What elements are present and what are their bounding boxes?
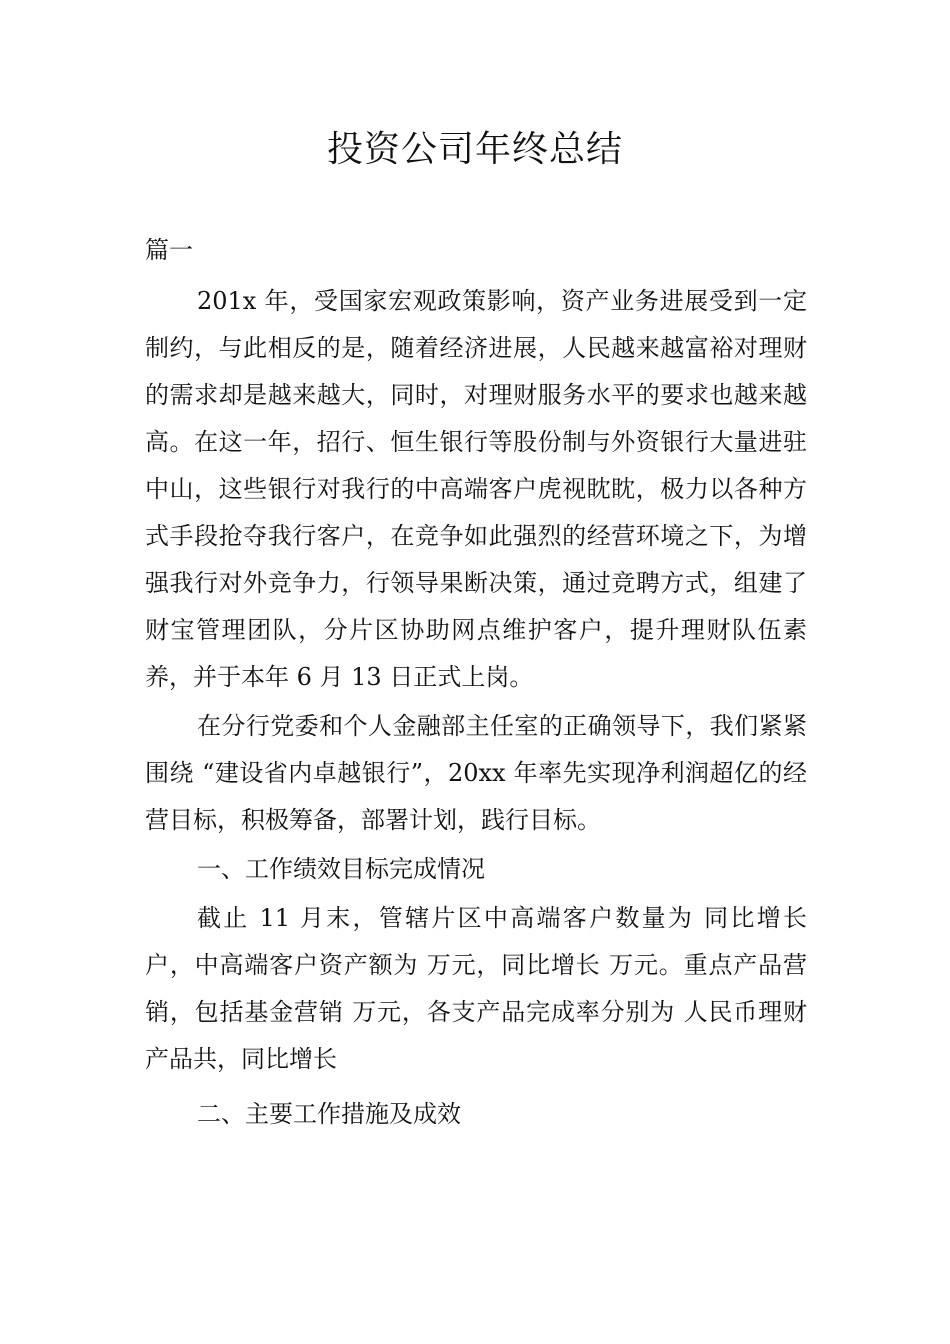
- paragraph-2: 在分行党委和个人金融部主任室的正确领导下，我们紧紧围绕 “建设省内卓越银行”，20xx 年率先实现净利润超亿的经营目标，积极筹备，部署计划，践行目标。: [145, 712, 807, 834]
- section-heading-2: 二、主要工作措施及成效: [197, 1100, 461, 1128]
- document-body: [145, 278, 807, 1138]
- section-heading-1: 一、工作绩效目标完成情况: [197, 855, 485, 883]
- paragraph-1: 201x 年，受国家宏观政策影响，资产业务进展受到一定制约，与此相反的是，随着经济进展，人民越来越富裕对理财的需求却是越来越大，同时，对理财服务水平的要求也越来越高。在这一年，招行、恒生银行等股份制与外资银行大量进驻中山，这些银行对我行的中高端客户虎视眈眈，极力以各种方式手段抢夺我行客户，在竞争如此强烈的经营环境之下，为增强我行对外竞争力，行领导果断决策，通过竞聘方式，组建了财宝管理团队，分片区协助网点维护客户，提升理财队伍素养，并于本年 6 月 13 日正式上岗。: [145, 287, 807, 691]
- paragraph-3: 截止 11 月末，管辖片区中高端客户数量为 同比增长 户，中高端客户资产额为 万元，同比增长 万元。重点产品营销，包括基金营销 万元，各支产品完成率分别为 人民币理财产品共，同比增长: [145, 904, 807, 1073]
- document-title: 投资公司年终总结: [326, 129, 623, 170]
- section-label: 篇一: [145, 236, 193, 264]
